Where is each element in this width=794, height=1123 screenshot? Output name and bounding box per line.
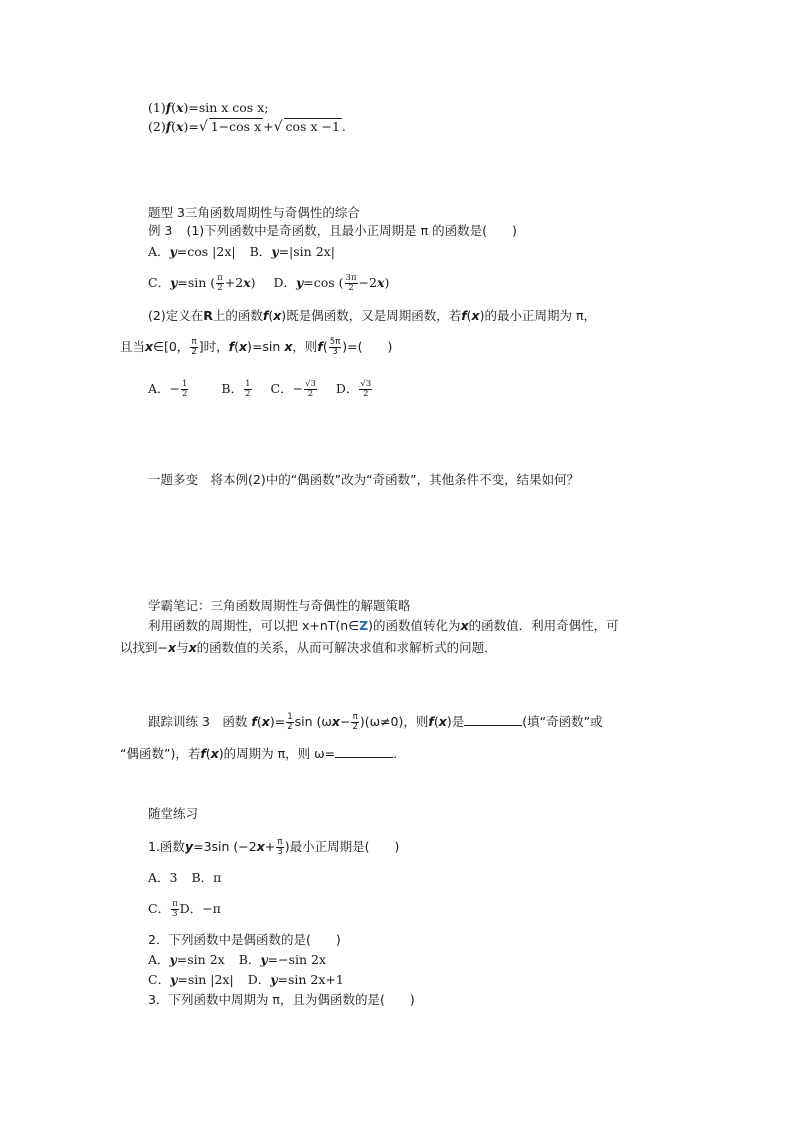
y-symbol: y <box>270 972 278 987</box>
example3-options-ab <box>148 244 335 260</box>
fraction: $\frac{\pi}{3}$ <box>172 899 178 919</box>
notes-line2 <box>120 640 497 656</box>
fraction: $\frac{\pi}{3}$ <box>277 837 283 857</box>
ans-a-label: A．− <box>148 381 181 396</box>
x-symbol: x <box>176 119 184 134</box>
x-symbol: x <box>460 618 469 633</box>
opt-b-expr: =|sin 2x| <box>278 244 335 259</box>
q1-label: (1) <box>148 100 166 115</box>
practice-q1-mid: =3sin (−2 <box>193 839 257 854</box>
fraction: $\frac{√3}{2}$ <box>305 379 316 399</box>
fill-blank-2[interactable] <box>335 745 393 758</box>
fraction: $\frac{\pi}{2}$ <box>191 337 197 357</box>
practice-q1-cd <box>148 900 221 919</box>
practice-q2-a-expr: =sin 2x <box>176 952 225 967</box>
opt-d-expr: =cos ( <box>303 275 344 290</box>
example3-q2-line1: (2)定义在R上的函数f(x)既是偶函数，又是周期函数，若f(x)的最小正周期为 π， <box>148 308 597 323</box>
fraction: $\frac{\pi}{2}$ <box>352 712 358 732</box>
x-symbol: x <box>238 339 248 354</box>
notes-line1-d: 的函数值．利用奇偶性，可 <box>468 618 619 633</box>
y-symbol: y <box>170 972 178 987</box>
practice-title: 随堂练习 <box>148 806 199 821</box>
notes-line2-c: 的函数值的关系，从而可解决求值和求解析式的问题． <box>196 640 497 655</box>
practice-q2-b: B． <box>238 952 261 967</box>
x-symbol: x <box>438 714 447 729</box>
x-symbol: x <box>176 100 184 115</box>
x-symbol: x <box>210 746 219 761</box>
f-symbol: f <box>228 339 235 354</box>
y-symbol: y <box>169 244 177 259</box>
fraction: $\frac{5\pi}{3}$ <box>329 337 341 357</box>
example3-options-cd: C．y=sin ( $\frac{\pi}{2}$ +2x) D．y=cos ( $\frac{3\pi}{2}$ −2x) <box>148 273 390 293</box>
fill-blank-1[interactable] <box>464 713 522 726</box>
practice-q2-cd <box>148 972 344 988</box>
notes-line1 <box>148 618 619 634</box>
ans-c-label: C．− <box>270 381 304 396</box>
track-line2: “偶函数”)，若f(x)的周期为 π，则 ω= . <box>120 746 398 761</box>
f-symbol: f <box>165 119 172 134</box>
Z-symbol: Z <box>359 618 369 633</box>
example3-q1 <box>148 223 517 239</box>
x-symbol: x <box>167 640 177 655</box>
f-symbol: f <box>262 308 269 323</box>
type3-title: 题型 3三角函数周期性与奇偶性的综合 <box>148 205 360 220</box>
track-line2-b: 的周期为 π，则 ω= <box>223 746 336 761</box>
opt-a-label: A． <box>148 244 170 259</box>
example-label: 例 3 <box>148 223 173 238</box>
q2-line2-b: ∈[0， <box>153 339 190 354</box>
y-symbol: y <box>170 275 178 290</box>
fraction: $\frac{\pi}{2}$ <box>217 273 223 293</box>
f-symbol: f <box>461 308 467 323</box>
y-symbol: y <box>296 275 304 290</box>
notes-line1-a: 利用函数的周期性，可以把 x+nT(n∈ <box>148 618 360 633</box>
fraction: $\frac{1}{2}$ <box>182 379 188 399</box>
fraction: $\frac{1}{2}$ <box>287 712 293 732</box>
track-is: 是 <box>451 714 465 729</box>
practice-q2-b-expr: =−sin 2x <box>267 952 327 967</box>
x-symbol: x <box>273 308 282 323</box>
track-label: 跟踪训练 3 函数 <box>148 714 248 729</box>
f-symbol: f <box>428 714 434 729</box>
q2-line2-d: =sin <box>251 339 281 354</box>
sqrt-icon: √ <box>273 119 283 135</box>
notes-title: 学霸笔记：三角函数周期性与奇偶性的解题策略 <box>148 598 411 613</box>
q2-text-c: 既是偶函数，又是周期函数，若 <box>286 308 462 323</box>
x-symbol: x <box>243 275 251 290</box>
variant-question: 一题多变 将本例(2)中的“偶函数”改为“奇函数”，其他条件不变，结果如何？ <box>148 472 580 487</box>
opt-c-label: C． <box>148 275 171 290</box>
y-symbol: y <box>184 839 194 854</box>
track-line2-a: “偶函数”)，若 <box>120 746 201 761</box>
q2-line2-c: ]时， <box>198 339 229 354</box>
R-symbol: R <box>203 308 213 323</box>
f-symbol: f <box>317 339 323 354</box>
sqrt-arg-2: cos x −1 <box>285 119 340 134</box>
x-symbol: x <box>145 339 154 354</box>
ans-d-label: D． <box>335 381 359 396</box>
track-sin: sin ( <box>294 714 322 729</box>
top-q2: (2)f(x)=√ 1−cos x +√ cos x −1 . <box>148 119 346 135</box>
x-symbol: x <box>376 275 385 290</box>
practice-q3: 3．下列函数中周期为 π，且为偶函数的是( ) <box>148 992 415 1007</box>
fraction: $\frac{3\pi}{2}$ <box>345 273 357 293</box>
q2-text-a: (2)定义在 <box>148 308 204 323</box>
x-symbol: x <box>471 308 480 323</box>
track-omega-cond: )(ω≠0)，则 <box>359 714 429 729</box>
f-symbol: f <box>200 746 206 761</box>
track-fill-hint: (填“奇函数”或 <box>522 714 603 729</box>
notes-line1-c: )的函数值转化为 <box>368 618 461 633</box>
q2-label: (2) <box>148 119 166 134</box>
practice-q1-c: C． <box>148 901 171 916</box>
opt-b-label: B． <box>249 244 272 259</box>
practice-q1-d: D．−π <box>179 901 221 916</box>
q2-line2-e: ，则 <box>292 339 318 354</box>
y-symbol: y <box>271 244 279 259</box>
x-symbol: x <box>284 339 293 354</box>
practice-q2-a: A． <box>148 952 170 967</box>
opt-c-expr: =sin ( <box>177 275 216 290</box>
q2-text-b: 上的函数 <box>212 308 263 323</box>
practice-q1-a: A．3 <box>148 870 178 885</box>
practice-q2: 2．下列函数中是偶函数的是( ) <box>148 932 341 947</box>
q1-expr: =sin x cos x; <box>188 100 269 115</box>
practice-q2-d: D． <box>247 972 271 987</box>
y-symbol: y <box>260 952 268 967</box>
example-q1-text: (1)下列函数中是奇函数，且最小正周期是 π 的函数是( ) <box>186 223 517 238</box>
notes-line2-a: 以找到− <box>120 640 168 655</box>
practice-q2-c: C． <box>148 972 171 987</box>
fraction: $\frac{1}{2}$ <box>245 379 251 399</box>
practice-q2-d-expr: =sin 2x+1 <box>277 972 344 987</box>
x-symbol: x <box>188 640 197 655</box>
practice-q1-ab <box>148 870 221 886</box>
practice-q1: 1.函数y=3sin (−2x+ $\frac{\pi}{3}$ )最小正周期是( ) <box>148 837 400 857</box>
x-symbol: x <box>256 839 265 854</box>
example3-answers <box>148 380 373 399</box>
opt-a-expr: =cos |2x| <box>176 244 236 259</box>
f-symbol: f <box>165 100 172 115</box>
practice-q1-end: )最小正周期是( ) <box>284 839 400 854</box>
q2-text-d: 的最小正周期为 π， <box>484 308 597 323</box>
track-eq: = <box>274 714 286 729</box>
sqrt-icon: √ <box>198 119 208 135</box>
notes-line2-b: 与 <box>176 640 189 655</box>
opt-d-label: D． <box>273 275 297 290</box>
q2-line2-a: 且当 <box>120 339 146 354</box>
f-symbol: f <box>251 714 257 729</box>
practice-q2-ab <box>148 952 326 968</box>
practice-q2-c-expr: =sin |2x| <box>177 972 234 987</box>
practice-q1-text: 1.函数 <box>148 839 185 854</box>
fraction: $\frac{√3}{2}$ <box>360 379 372 399</box>
x-symbol: x <box>331 714 340 729</box>
ans-b-label: B． <box>221 381 244 396</box>
track-period: . <box>393 746 398 761</box>
practice-q1-b: B．π <box>191 870 222 885</box>
y-symbol: y <box>169 952 177 967</box>
x-symbol: x <box>261 714 270 729</box>
sqrt-arg-1: 1−cos x <box>210 119 262 134</box>
track-line1: 跟踪训练 3 函数 f(x)= $\frac{1}{2}$ sin (ωx− $\frac{\pi}{2}$ )(ω≠0)，则f(x)是 (填“奇函数”或 <box>148 712 603 732</box>
q2-line2-f: =( ) <box>347 339 393 354</box>
example3-q2-line2: 且当x∈[0， $\frac{\pi}{2}$ ]时，f(x)=sin x，则f( $\frac{5\pi}{3}$ )=( ) <box>120 337 393 357</box>
top-q1: (1)f(x)=sin x cos x; <box>148 100 269 115</box>
